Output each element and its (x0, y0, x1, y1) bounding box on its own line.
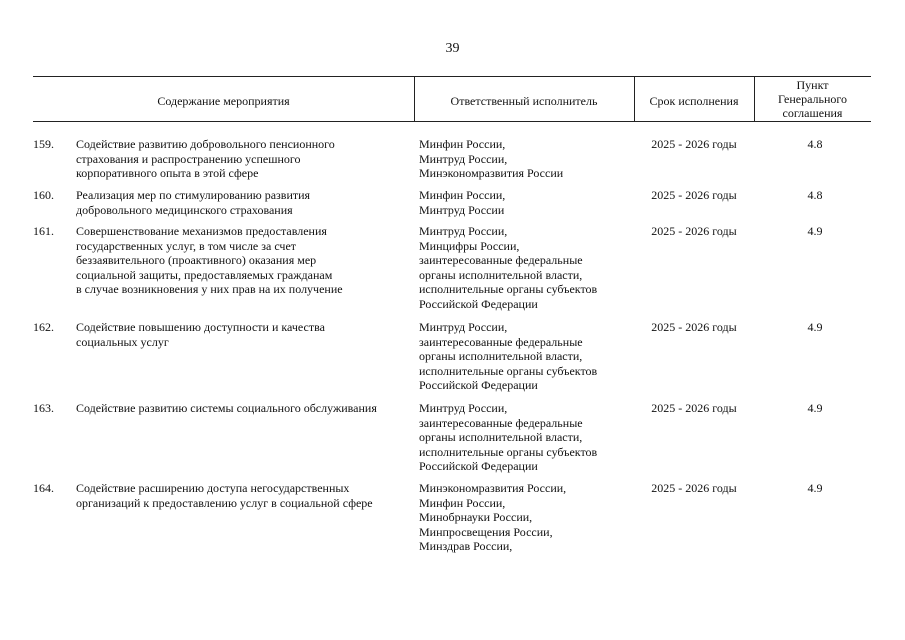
header-responsible: Ответственный исполнитель (450, 94, 598, 108)
responsible-line: заинтересованные федеральные (419, 334, 583, 349)
header-content: Содержание мероприятия (157, 94, 290, 108)
row-number: 162. (33, 320, 54, 334)
header-point-line: Пункт (796, 78, 829, 92)
row-term: 2025 - 2026 годы (651, 481, 737, 495)
row-content (76, 137, 411, 181)
responsible-line: органы исполнительной власти, (419, 349, 583, 363)
responsible-line: Минфин России, (419, 188, 506, 202)
responsible-line: Минэкономразвития России, (419, 481, 567, 495)
page-number: 39 (445, 41, 460, 56)
responsible-line: Минцифры России, (419, 238, 520, 253)
row-number: 164. (33, 481, 54, 495)
row-point: 4.9 (807, 481, 823, 495)
content-line: страхования и распространению успешного (76, 151, 301, 166)
responsible-line: Минфин России, (419, 495, 506, 510)
content-line: беззаявительного (проактивного) оказания мер (76, 253, 317, 267)
content-line: организаций к предоставлению услуг в социальной сфере (76, 495, 373, 510)
row-content (76, 224, 411, 297)
row-term: 2025 - 2026 годы (651, 188, 737, 202)
row-number: 160. (33, 188, 54, 202)
row-responsible (419, 481, 639, 554)
content-line: Реализация мер по стимулированию развития (76, 188, 311, 202)
header-point-line: Генерального (777, 92, 848, 106)
responsible-line: заинтересованные федеральные (419, 415, 583, 430)
responsible-line: заинтересованные федеральные (419, 253, 583, 267)
table-header-top-rule (33, 76, 871, 77)
row-point: 4.9 (807, 224, 823, 238)
row-point: 4.9 (807, 401, 823, 415)
row-responsible (419, 188, 639, 217)
row-number: 161. (33, 224, 54, 238)
row-responsible (419, 401, 639, 474)
responsible-line: Минздрав России, (419, 539, 513, 553)
content-line: корпоративного опыта в этой сфере (76, 166, 259, 180)
responsible-line: исполнительные органы субъектов (419, 363, 598, 378)
content-line: Содействие повышению доступности и качества (76, 320, 325, 334)
responsible-line: Минфин России, (419, 137, 506, 151)
row-term: 2025 - 2026 годы (651, 320, 737, 334)
responsible-line: исполнительные органы субъектов (419, 282, 598, 296)
header-term: Срок исполнения (649, 94, 739, 108)
responsible-line: Минтруд России, (419, 151, 508, 166)
content-line: социальной защиты, предоставляемых гражданам (76, 267, 333, 282)
content-line: Совершенствование механизмов предоставления (76, 224, 327, 238)
responsible-line: Минтруд России (419, 202, 505, 217)
content-line: Содействие расширению доступа негосударственных (76, 481, 350, 495)
responsible-line: Российской Федерации (419, 378, 538, 392)
responsible-line: Минтруд России, (419, 401, 508, 415)
content-line: социальных услуг (76, 334, 169, 349)
row-content (76, 481, 411, 510)
row-responsible (419, 320, 639, 393)
row-point: 4.8 (807, 188, 823, 202)
responsible-line: исполнительные органы субъектов (419, 444, 598, 459)
row-term: 2025 - 2026 годы (651, 401, 737, 415)
responsible-line: Минобрнауки России, (419, 510, 533, 524)
content-line: в случае возникновения у них прав на их получение (76, 282, 343, 296)
row-content (76, 188, 411, 217)
responsible-line: органы исполнительной власти, (419, 430, 583, 444)
row-content (76, 401, 411, 416)
responsible-line: органы исполнительной власти, (419, 267, 583, 282)
row-number: 163. (33, 401, 54, 415)
row-content (76, 320, 411, 349)
row-point: 4.9 (807, 320, 823, 334)
content-line: Содействие развитию добровольного пенсионного (76, 137, 335, 151)
responsible-line: Минтруд России, (419, 224, 508, 238)
row-responsible (419, 137, 639, 181)
row-number: 159. (33, 137, 54, 151)
row-responsible (419, 224, 639, 311)
responsible-line: Минэкономразвития России (419, 166, 564, 180)
content-line: государственных услуг, в том числе за счет (76, 238, 297, 253)
responsible-line: Минпросвещения России, (419, 524, 553, 539)
responsible-line: Российской Федерации (419, 459, 538, 473)
responsible-line: Минтруд России, (419, 320, 508, 334)
row-term: 2025 - 2026 годы (651, 137, 737, 151)
row-point: 4.8 (807, 137, 823, 151)
header-point-line: соглашения (782, 106, 843, 120)
content-line: добровольного медицинского страхования (76, 202, 293, 217)
responsible-line: Российской Федерации (419, 296, 538, 311)
row-term: 2025 - 2026 годы (651, 224, 737, 238)
content-line: Содействие развитию системы социального обслуживания (76, 401, 377, 415)
header-point (754, 78, 871, 120)
table-header-bottom-rule (33, 121, 871, 122)
